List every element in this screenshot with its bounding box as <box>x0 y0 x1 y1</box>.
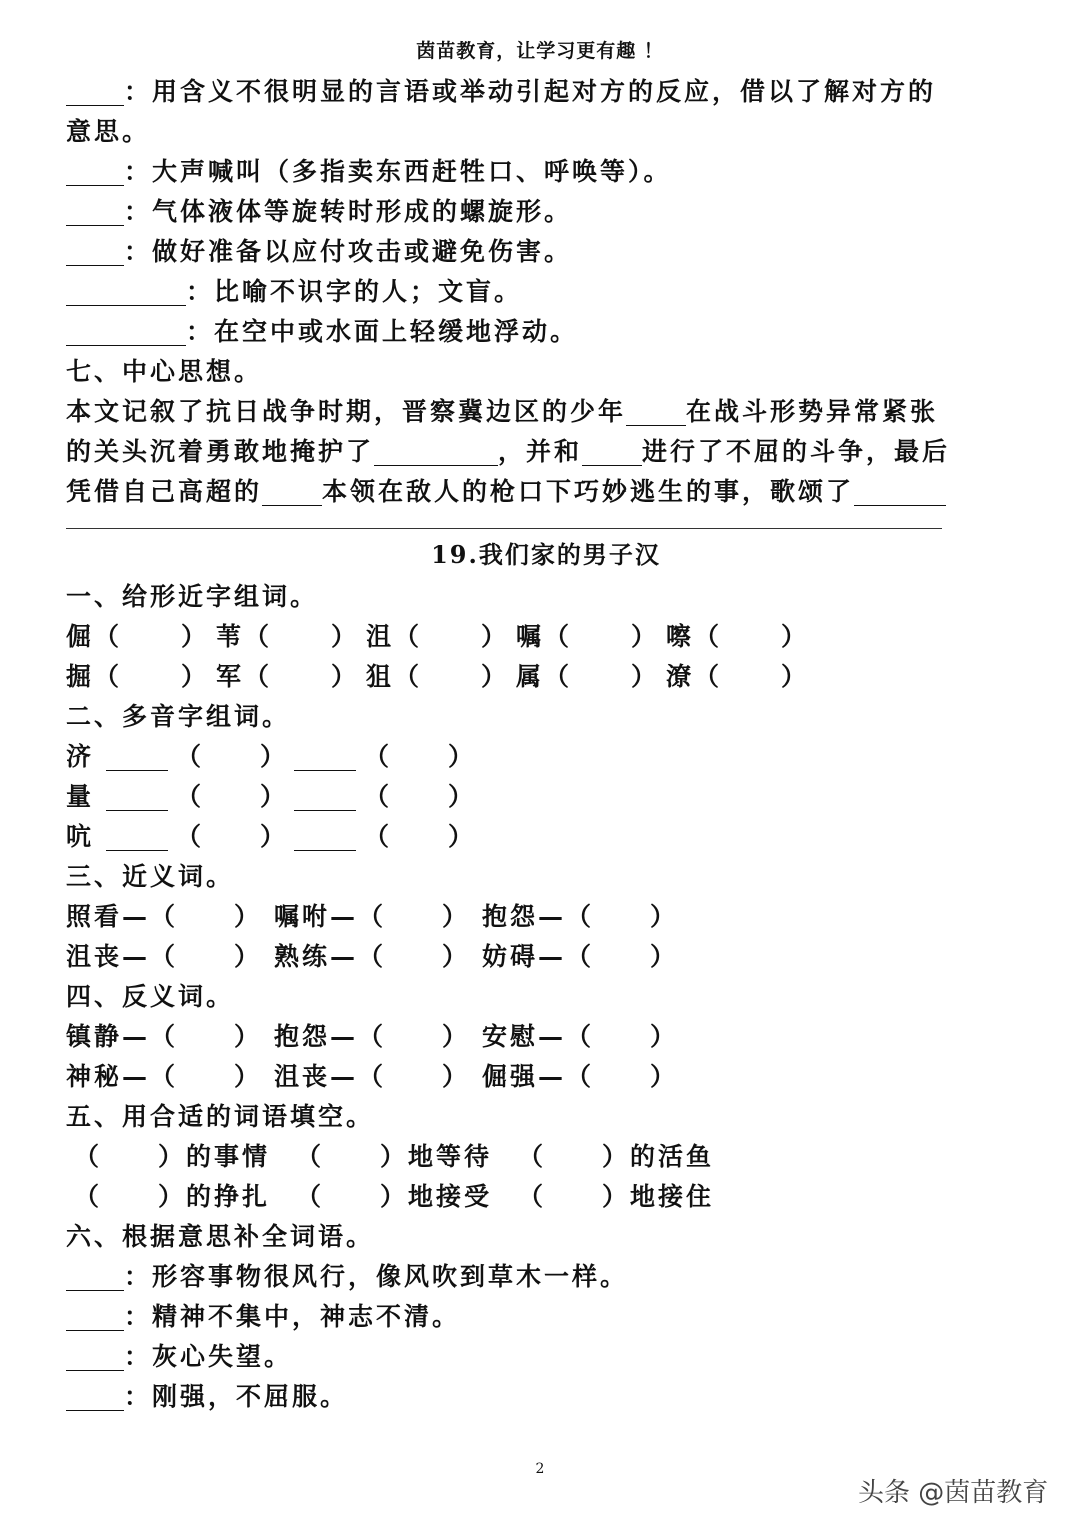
answer-paren[interactable]: （ ） <box>358 942 471 971</box>
pinyin-paren[interactable]: （ ） <box>364 742 477 771</box>
word-label: 倔强— <box>482 1062 567 1091</box>
char-label: 潦 <box>666 662 695 691</box>
answer-paren[interactable]: （ ） <box>296 1142 409 1171</box>
answer-blank[interactable] <box>626 399 686 426</box>
answer-blank[interactable] <box>66 159 124 186</box>
word-label: 神秘— <box>66 1062 151 1091</box>
definition-line: ：精神不集中，神志不清。 <box>66 1297 1026 1337</box>
word-label: 安慰— <box>482 1022 567 1051</box>
char-cell <box>216 657 366 697</box>
answer-paren[interactable]: （ ） <box>518 1142 631 1171</box>
answer-paren[interactable]: （ ） <box>394 622 511 651</box>
fill-word: 地接受 <box>408 1182 493 1211</box>
word-cell <box>274 937 482 977</box>
char-cell <box>516 657 666 697</box>
definition-line: ：做好准备以应付攻击或避免伤害。 <box>66 232 1026 272</box>
answer-paren[interactable]: （ ） <box>544 662 661 691</box>
answer-paren[interactable]: （ ） <box>358 1022 471 1051</box>
definition-line: ：在空中或水面上轻缓地浮动。 <box>66 312 1026 352</box>
char-cell <box>366 657 516 697</box>
definition-line: ：灰心失望。 <box>66 1337 1026 1377</box>
word-cell <box>482 937 690 977</box>
answer-paren[interactable]: （ ） <box>394 662 511 691</box>
answer-paren[interactable]: （ ） <box>150 902 263 931</box>
section-title: 三、近义词。 <box>66 862 235 891</box>
pinyin-paren[interactable]: （ ） <box>176 822 289 851</box>
fill-cell <box>296 1137 518 1177</box>
pinyin-paren[interactable]: （ ） <box>364 822 477 851</box>
answer-paren[interactable]: （ ） <box>358 1062 471 1091</box>
word-label: 嘱咐— <box>274 902 359 931</box>
char-cell <box>66 657 216 697</box>
polyphone-row <box>66 737 1026 777</box>
char-label: 军 <box>216 662 245 691</box>
fill-row <box>66 1177 1026 1217</box>
answer-blank[interactable] <box>66 279 186 306</box>
fill-word: 地接住 <box>630 1182 715 1211</box>
polyphone-row <box>66 817 1026 857</box>
answer-paren[interactable]: （ ） <box>544 622 661 651</box>
answer-blank[interactable] <box>294 784 356 811</box>
char-row <box>66 617 1026 657</box>
char-row <box>66 657 1026 697</box>
worksheet-content <box>66 72 1026 1417</box>
word-cell <box>274 1017 482 1057</box>
answer-paren[interactable]: （ ） <box>518 1182 631 1211</box>
answer-paren[interactable]: （ ） <box>94 662 211 691</box>
answer-blank[interactable] <box>66 319 186 346</box>
char-label: 吭 <box>66 822 95 851</box>
char-label: 嚓 <box>666 622 695 651</box>
char-cell <box>66 617 216 657</box>
answer-blank[interactable] <box>582 439 642 466</box>
answer-paren[interactable]: （ ） <box>694 662 811 691</box>
answer-blank[interactable] <box>294 824 356 851</box>
char-label: 属 <box>516 662 545 691</box>
answer-paren[interactable]: （ ） <box>94 622 211 651</box>
answer-paren[interactable]: （ ） <box>296 1182 409 1211</box>
pinyin-paren[interactable]: （ ） <box>364 782 477 811</box>
answer-paren[interactable]: （ ） <box>566 1062 679 1091</box>
word-label: 沮丧— <box>66 942 151 971</box>
word-cell <box>482 1057 690 1097</box>
definition-line: ：比喻不识字的人；文盲。 <box>66 272 1026 312</box>
answer-blank[interactable] <box>66 1264 124 1291</box>
char-cell <box>216 617 366 657</box>
fill-cell <box>74 1177 296 1217</box>
section-title: 六、根据意思补全词语。 <box>66 1222 375 1251</box>
answer-paren[interactable]: （ ） <box>244 662 361 691</box>
fill-cell <box>296 1177 518 1217</box>
char-label: 嘱 <box>516 622 545 651</box>
antonym-row <box>66 1057 1026 1097</box>
char-label: 倔 <box>66 622 95 651</box>
fill-word: 地等待 <box>408 1142 493 1171</box>
definition-line: 意思。 <box>66 117 151 146</box>
answer-blank[interactable] <box>66 199 124 226</box>
fill-cell <box>518 1137 740 1177</box>
answer-blank[interactable] <box>374 439 498 466</box>
char-cell <box>666 657 816 697</box>
answer-blank[interactable] <box>66 1344 124 1371</box>
section-title: 五、用合适的词语填空。 <box>66 1102 375 1131</box>
definition-line: ：大声喊叫（多指卖东西赶牲口、呼唤等）。 <box>66 152 1026 192</box>
answer-paren[interactable]: （ ） <box>150 1022 263 1051</box>
answer-paren[interactable]: （ ） <box>74 1182 187 1211</box>
answer-paren[interactable]: （ ） <box>566 902 679 931</box>
answer-paren[interactable]: （ ） <box>244 622 361 651</box>
definition-line: ：刚强，不屈服。 <box>66 1377 1026 1417</box>
answer-paren[interactable]: （ ） <box>566 942 679 971</box>
definition-line: ：气体液体等旋转时形成的螺旋形。 <box>66 192 1026 232</box>
pinyin-paren[interactable]: （ ） <box>176 742 289 771</box>
polyphone-row <box>66 777 1026 817</box>
answer-blank[interactable] <box>66 79 124 106</box>
word-label: 镇静— <box>66 1022 151 1051</box>
fill-word: 的活鱼 <box>630 1142 715 1171</box>
section-title: 四、反义词。 <box>66 982 235 1011</box>
answer-blank[interactable] <box>854 479 946 506</box>
word-cell <box>482 1017 690 1057</box>
section-title: 一、给形近字组词。 <box>66 582 319 611</box>
char-cell <box>666 617 816 657</box>
section-title: 二、多音字组词。 <box>66 702 291 731</box>
word-cell <box>66 897 274 937</box>
char-label: 量 <box>66 782 95 811</box>
fill-cell <box>74 1137 296 1177</box>
char-label: 苇 <box>216 622 245 651</box>
fill-word: 的事情 <box>186 1142 271 1171</box>
word-cell <box>482 897 690 937</box>
char-label: 济 <box>66 742 95 771</box>
char-label: 狙 <box>366 662 395 691</box>
answer-blank[interactable] <box>106 744 168 771</box>
page-header: 茵苗教育，让学习更有趣 ！ <box>416 40 664 62</box>
word-label: 抱怨— <box>274 1022 359 1051</box>
answer-paren[interactable]: （ ） <box>150 1062 263 1091</box>
answer-blank[interactable] <box>294 744 356 771</box>
antonym-row <box>66 1017 1026 1057</box>
answer-blank[interactable] <box>66 1384 124 1411</box>
answer-blank[interactable] <box>106 784 168 811</box>
char-label: 掘 <box>66 662 95 691</box>
answer-paren[interactable]: （ ） <box>74 1142 187 1171</box>
char-label: 沮 <box>366 622 395 651</box>
answer-blank[interactable] <box>106 824 168 851</box>
word-label: 熟练— <box>274 942 359 971</box>
divider <box>66 528 942 529</box>
word-label: 抱怨— <box>482 902 567 931</box>
summary-line: 本文记叙了抗日战争时期，晋察冀边区的少年 在战斗形势异常紧张 <box>66 397 939 426</box>
answer-paren[interactable]: （ ） <box>150 942 263 971</box>
answer-paren[interactable]: （ ） <box>694 622 811 651</box>
word-cell <box>274 897 482 937</box>
synonym-row <box>66 897 1026 937</box>
char-cell <box>516 617 666 657</box>
page-number: 2 <box>535 1461 545 1477</box>
word-label: 照看— <box>66 902 151 931</box>
section-title: 七、中心思想。 <box>66 357 263 386</box>
source-watermark: 头条 @茵苗教育 <box>858 1478 1049 1508</box>
answer-paren[interactable]: （ ） <box>358 902 471 931</box>
summary-line: 的关头沉着勇敢地掩护了 ，并和 进行了不屈的斗争，最后 <box>66 437 951 466</box>
word-cell <box>66 937 274 977</box>
word-label: 妨碍— <box>482 942 567 971</box>
answer-blank[interactable] <box>66 239 124 266</box>
definition-line: ：形容事物很风行，像风吹到草木一样。 <box>66 1257 1026 1297</box>
answer-blank[interactable] <box>262 479 322 506</box>
word-label: 沮丧— <box>274 1062 359 1091</box>
word-cell <box>66 1057 274 1097</box>
summary-line: 凭借自己高超的 本领在敌人的枪口下巧妙逃生的事，歌颂了 <box>66 472 1026 512</box>
fill-word: 的挣扎 <box>186 1182 271 1211</box>
char-cell <box>366 617 516 657</box>
pinyin-paren[interactable]: （ ） <box>176 782 289 811</box>
definition-line: ：用含义不很明显的言语或举动引起对方的反应，借以了解对方的 <box>66 72 1026 112</box>
answer-paren[interactable]: （ ） <box>566 1022 679 1051</box>
lesson-title: 19.我们家的男子汉 <box>431 540 661 569</box>
answer-blank[interactable] <box>66 1304 124 1331</box>
fill-cell <box>518 1177 740 1217</box>
synonym-row <box>66 937 1026 977</box>
fill-row <box>66 1137 1026 1177</box>
word-cell <box>66 1017 274 1057</box>
word-cell <box>274 1057 482 1097</box>
